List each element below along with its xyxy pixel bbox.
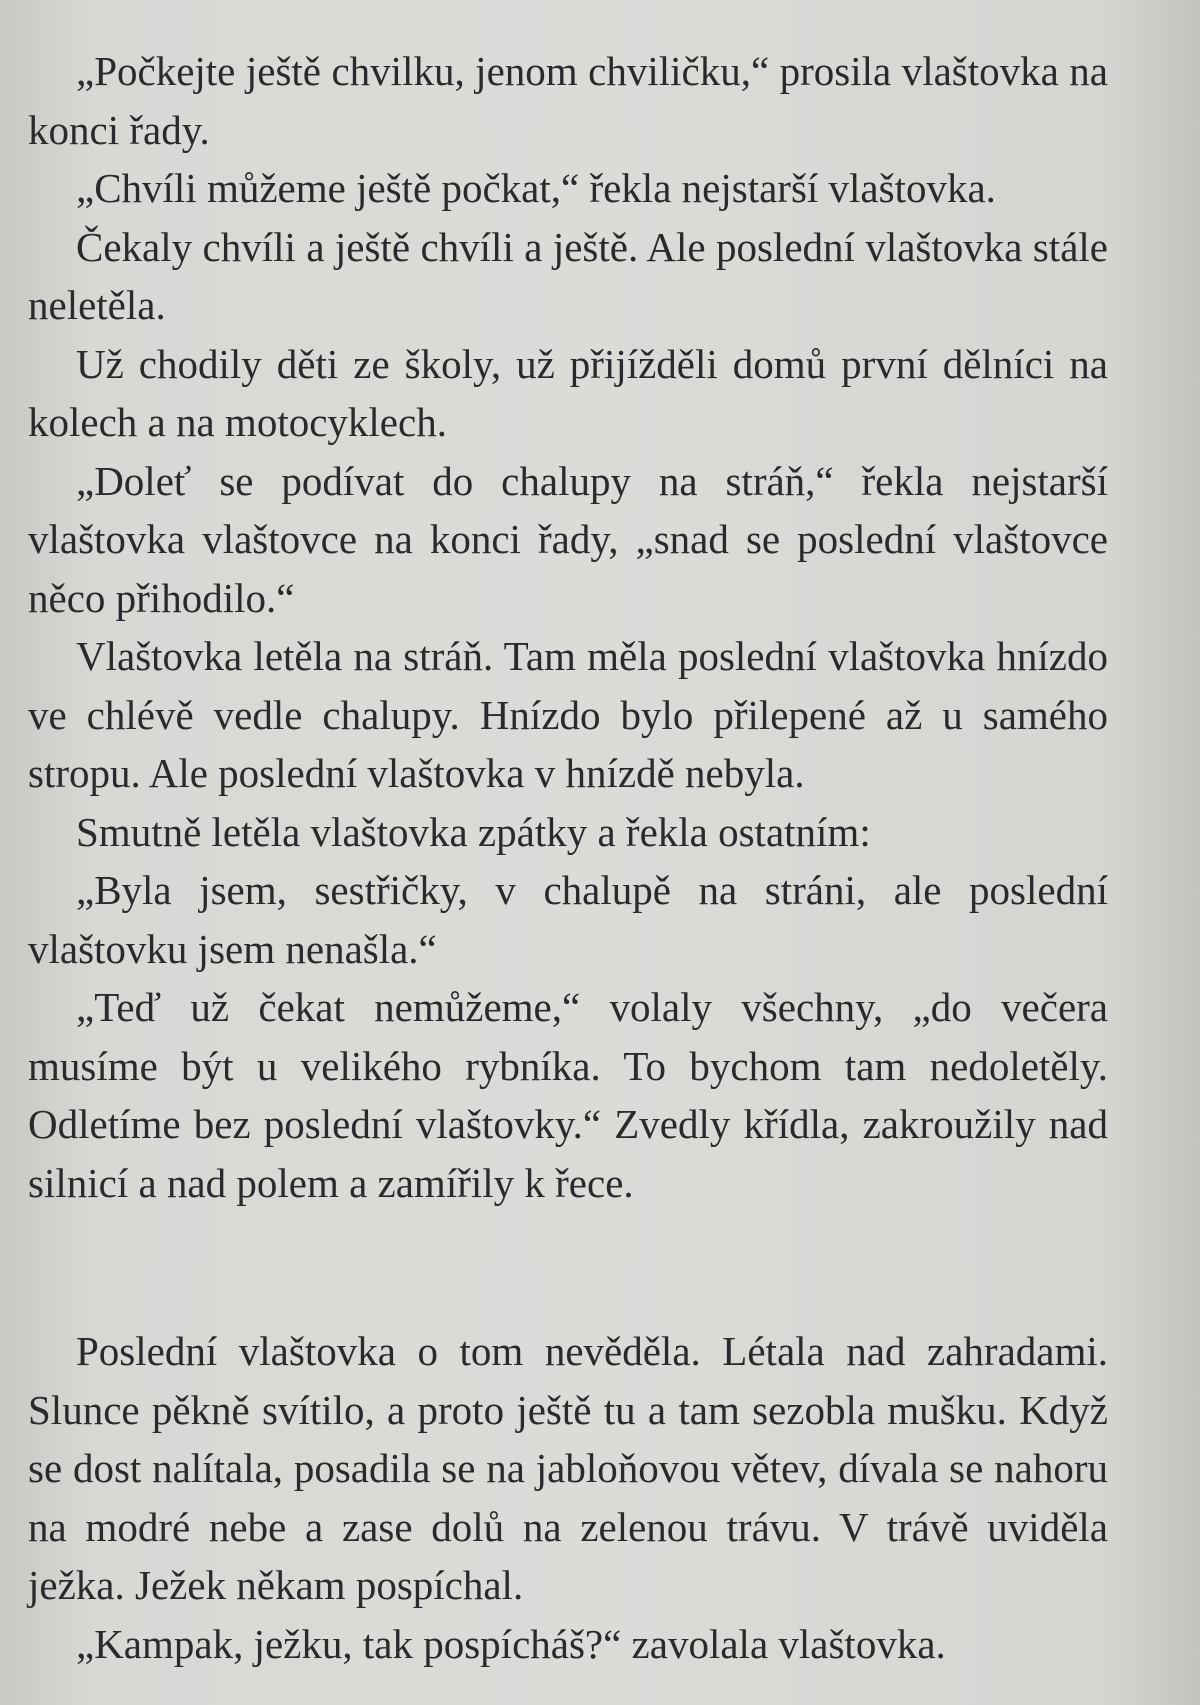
paragraph: Už chodily děti ze školy, už přijížděli domů první dělníci na kolech a na motocyklech. <box>28 340 1108 445</box>
text-section-1 <box>28 42 1108 1212</box>
section-break <box>28 1212 1108 1322</box>
paragraph: Smutně letěla vlaštovka zpátky a řekla ostatním: <box>76 808 871 855</box>
paragraph: „Chvíli můžeme ještě počkat,“ řekla nejstarší vlaštovka. <box>76 165 996 211</box>
paragraph: Čekaly chvíli a ještě chvíli a ještě. Ale poslední vlaštovka stále neletěla. <box>28 223 1108 328</box>
paragraph: Poslední vlaštovka o tom nevěděla. Létala nad zahradami. Slunce pěkně svítilo, a proto ještě tu a tam sezobla mušku. Když se dost nalítala, posadila se na jabloňovou větev, dívala se nahoru na modré nebe a zase dolů na zelenou trávu. V trávě uviděla ježka. Ježek někam pospíchal. <box>28 1328 1108 1608</box>
text-section-2 <box>28 1322 1108 1673</box>
paragraph: „Počkejte ještě chvilku, jenom chviličku,“ prosila vlaštovka na konci řady. <box>28 48 1108 153</box>
paragraph: „Teď už čekat nemůžeme,“ volaly všechny, „do večera musíme být u velikého rybníka. To bychom tam nedoletěly. Odletíme bez poslední vlaštovky.“ Zvedly křídla, zakroužily nad silnicí a nad polem a zamířily k řece. <box>28 984 1108 1206</box>
paragraph: „Kampak, ježku, tak pospícháš?“ zavolala vlaštovka. <box>76 1620 946 1667</box>
paragraph: Vlaštovka letěla na stráň. Tam měla poslední vlaštovka hnízdo ve chlévě vedle chalupy. Hnízdo bylo přilepené až u samého stropu. Ale poslední vlaštovka v hnízdě nebyla. <box>28 633 1108 796</box>
paragraph: „Byla jsem, sestřičky, v chalupě na stráni, ale poslední vlaštovku jsem nenašla.“ <box>28 867 1108 972</box>
paragraph: „Doleť se podívat do chalupy na stráň,“ řekla nejstarší vlaštovka vlaštovce na konci řady, „snad se poslední vlaštovce něco přihodilo.“ <box>28 457 1108 621</box>
